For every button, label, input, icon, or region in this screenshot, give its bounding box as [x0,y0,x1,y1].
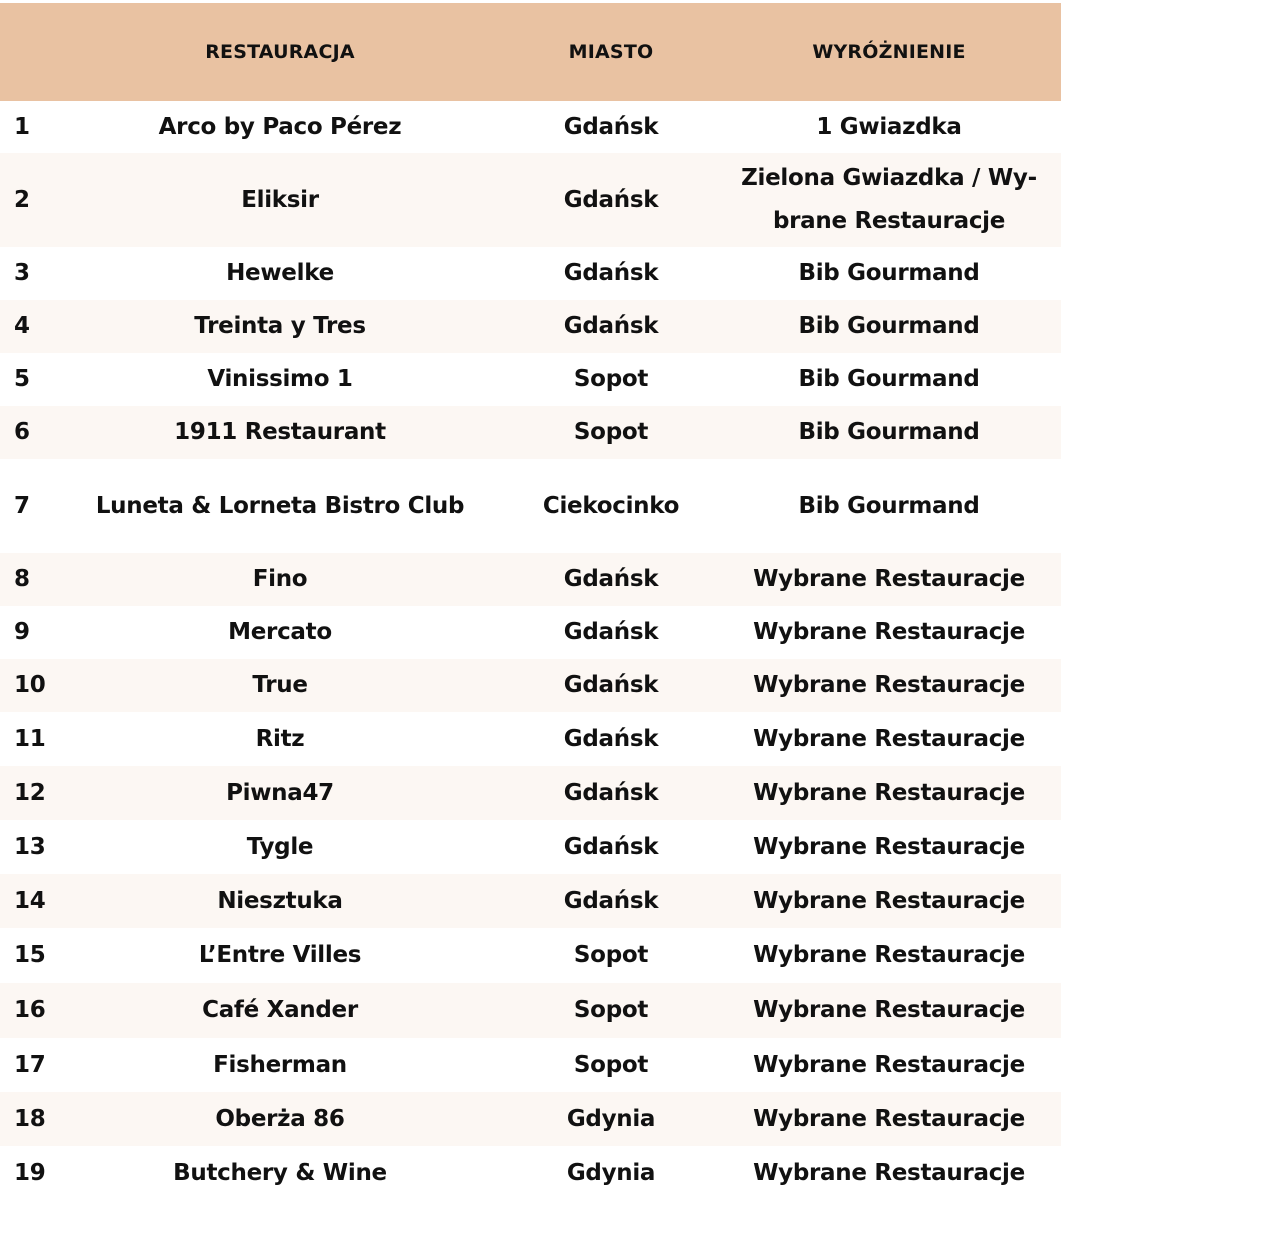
table-row [0,1092,1061,1146]
cell-restaurant: 1911 Restaurant [55,406,505,459]
cell-award: Wybrane Restauracje [717,766,1061,820]
table-header [0,3,1061,101]
table-row [0,606,1061,659]
table-row [0,712,1061,766]
cell-restaurant: L’Entre Villes [55,928,505,983]
cell-restaurant: Niesztuka [55,874,505,928]
table-row [0,153,1061,247]
table-body [0,101,1061,1201]
cell-city: Sopot [505,983,717,1038]
table-row [0,101,1061,153]
cell-number: 18 [0,1092,55,1146]
cell-award: Wybrane Restauracje [717,712,1061,766]
table-row [0,766,1061,820]
cell-award: 1 Gwiazdka [717,101,1061,153]
cell-award: Wybrane Restauracje [717,659,1061,712]
cell-number: 10 [0,659,55,712]
cell-city: Gdańsk [505,101,717,153]
cell-city: Gdańsk [505,820,717,874]
table-row [0,300,1061,353]
cell-restaurant: Fino [55,553,505,606]
cell-number: 16 [0,983,55,1038]
table-row [0,928,1061,983]
cell-restaurant: Luneta & Lorneta Bistro Club [55,459,505,553]
cell-restaurant: Arco by Paco Pérez [55,101,505,153]
table-row [0,820,1061,874]
header-row [0,3,1061,101]
table-row [0,553,1061,606]
cell-restaurant: Piwna47 [55,766,505,820]
cell-number: 8 [0,553,55,606]
cell-number: 12 [0,766,55,820]
cell-number: 15 [0,928,55,983]
cell-restaurant: Oberża 86 [55,1092,505,1146]
cell-number: 3 [0,247,55,300]
table-row [0,1146,1061,1201]
cell-restaurant: Mercato [55,606,505,659]
cell-restaurant: Vinissimo 1 [55,353,505,406]
cell-award: Bib Gourmand [717,247,1061,300]
cell-city: Gdańsk [505,766,717,820]
cell-restaurant: Fisherman [55,1038,505,1092]
cell-number: 7 [0,459,55,553]
cell-award: Wybrane Restauracje [717,1038,1061,1092]
cell-number: 4 [0,300,55,353]
cell-award: Wybrane Restauracje [717,983,1061,1038]
cell-city: Gdańsk [505,606,717,659]
cell-city: Gdańsk [505,712,717,766]
cell-number: 2 [0,153,55,247]
cell-number: 11 [0,712,55,766]
cell-city: Gdańsk [505,153,717,247]
cell-restaurant: Treinta y Tres [55,300,505,353]
cell-award: Wybrane Restauracje [717,874,1061,928]
table-row [0,247,1061,300]
cell-restaurant: Ritz [55,712,505,766]
cell-number: 1 [0,101,55,153]
table-row [0,353,1061,406]
restaurant-table [0,3,1061,1201]
cell-restaurant: Butchery & Wine [55,1146,505,1201]
cell-city: Gdańsk [505,874,717,928]
cell-restaurant: Eliksir [55,153,505,247]
table-row [0,983,1061,1038]
table-row [0,406,1061,459]
cell-city: Gdańsk [505,247,717,300]
cell-city: Gdańsk [505,300,717,353]
cell-award: Bib Gourmand [717,300,1061,353]
cell-city: Gdańsk [505,659,717,712]
cell-award: Zielona Gwiazdka / Wy-brane Restauracje [717,153,1061,247]
header-restaurant: RESTAURACJA [55,3,505,101]
cell-award: Bib Gourmand [717,459,1061,553]
table-row [0,659,1061,712]
cell-city: Sopot [505,406,717,459]
header-award: WYRÓŻNIENIE [717,3,1061,101]
table-row [0,874,1061,928]
cell-city: Ciekocinko [505,459,717,553]
cell-number: 14 [0,874,55,928]
cell-number: 17 [0,1038,55,1092]
cell-number: 5 [0,353,55,406]
cell-city: Sopot [505,928,717,983]
cell-award: Wybrane Restauracje [717,606,1061,659]
cell-award: Bib Gourmand [717,353,1061,406]
cell-restaurant: Tygle [55,820,505,874]
table-row [0,459,1061,553]
cell-award: Wybrane Restauracje [717,1146,1061,1201]
cell-number: 13 [0,820,55,874]
cell-award: Bib Gourmand [717,406,1061,459]
cell-restaurant: Hewelke [55,247,505,300]
cell-award: Wybrane Restauracje [717,928,1061,983]
cell-city: Gdynia [505,1146,717,1201]
cell-restaurant: Café Xander [55,983,505,1038]
cell-city: Sopot [505,1038,717,1092]
header-number [0,3,55,101]
cell-number: 9 [0,606,55,659]
cell-award: Wybrane Restauracje [717,820,1061,874]
cell-number: 19 [0,1146,55,1201]
cell-restaurant: True [55,659,505,712]
cell-city: Sopot [505,353,717,406]
cell-award: Wybrane Restauracje [717,553,1061,606]
restaurant-table-container [0,3,1061,1201]
cell-city: Gdańsk [505,553,717,606]
cell-number: 6 [0,406,55,459]
header-city: MIASTO [505,3,717,101]
cell-award: Wybrane Restauracje [717,1092,1061,1146]
table-row [0,1038,1061,1092]
cell-city: Gdynia [505,1092,717,1146]
